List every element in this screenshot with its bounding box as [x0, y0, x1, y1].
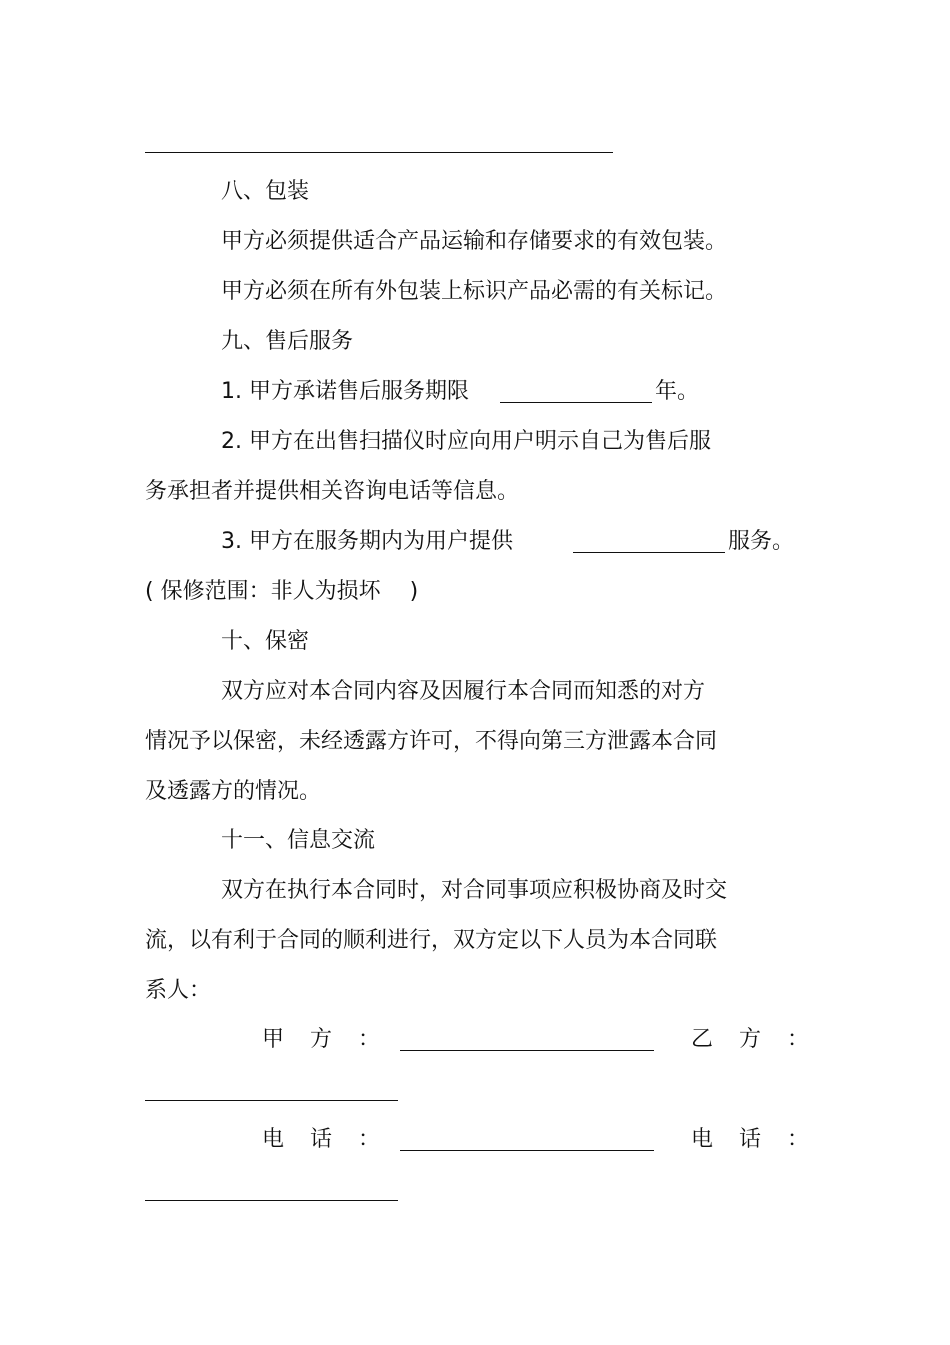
confidentiality-line-2: 情况予以保密，未经透露方许可，不得向第三方泄露本合同	[145, 729, 718, 754]
communication-line-1: 双方在执行本合同时，对合同事项应积极协商及时交	[221, 878, 728, 903]
party-a-phone-label: 电话：	[262, 1127, 407, 1152]
packaging-paragraph-2: 甲方必须在所有外包装上标识产品必需的有关标记。	[221, 279, 728, 304]
party-a-phone-blank[interactable]	[400, 1150, 654, 1151]
section-heading-after-sales: 九、售后服务	[221, 329, 354, 354]
party-b-label: 乙方：	[691, 1027, 836, 1052]
section-heading-communication: 十一、信息交流	[221, 828, 376, 853]
after-sales-item-2-line-1: 2. 甲方在出售扫描仪时应向用户明示自己为售后服	[221, 429, 711, 454]
section-heading-confidentiality: 十、保密	[221, 629, 310, 654]
after-sales-item-1-suffix: 年。	[655, 379, 700, 404]
after-sales-item-3-suffix: 服务。	[728, 529, 795, 554]
service-type-blank[interactable]	[573, 552, 725, 553]
communication-line-2: 流，以有利于合同的顺利进行，双方定以下人员为本合同联	[145, 928, 718, 953]
party-b-phone-label: 电话：	[691, 1127, 836, 1152]
warranty-scope-note: ( 保修范围：非人为损坏 )	[145, 579, 419, 604]
after-sales-item-3-prefix: 3. 甲方在服务期内为用户提供	[221, 529, 513, 554]
communication-line-3: 系人：	[145, 978, 212, 1003]
section-heading-packaging: 八、包装	[221, 179, 310, 204]
party-b-phone-blank[interactable]	[145, 1200, 398, 1201]
party-a-label: 甲方：	[262, 1027, 407, 1052]
packaging-paragraph-1: 甲方必须提供适合产品运输和存储要求的有效包装。	[221, 229, 728, 254]
after-sales-item-1-prefix: 1. 甲方承诺售后服务期限	[221, 379, 469, 404]
confidentiality-line-1: 双方应对本合同内容及因履行本合同而知悉的对方	[221, 679, 706, 704]
party-a-contact-blank[interactable]	[400, 1050, 654, 1051]
confidentiality-line-3: 及透露方的情况。	[145, 779, 322, 804]
service-period-blank[interactable]	[500, 402, 652, 403]
after-sales-item-2-line-2: 务承担者并提供相关咨询电话等信息。	[145, 479, 520, 504]
party-b-contact-blank[interactable]	[145, 1100, 398, 1101]
top-divider-line	[145, 152, 613, 153]
